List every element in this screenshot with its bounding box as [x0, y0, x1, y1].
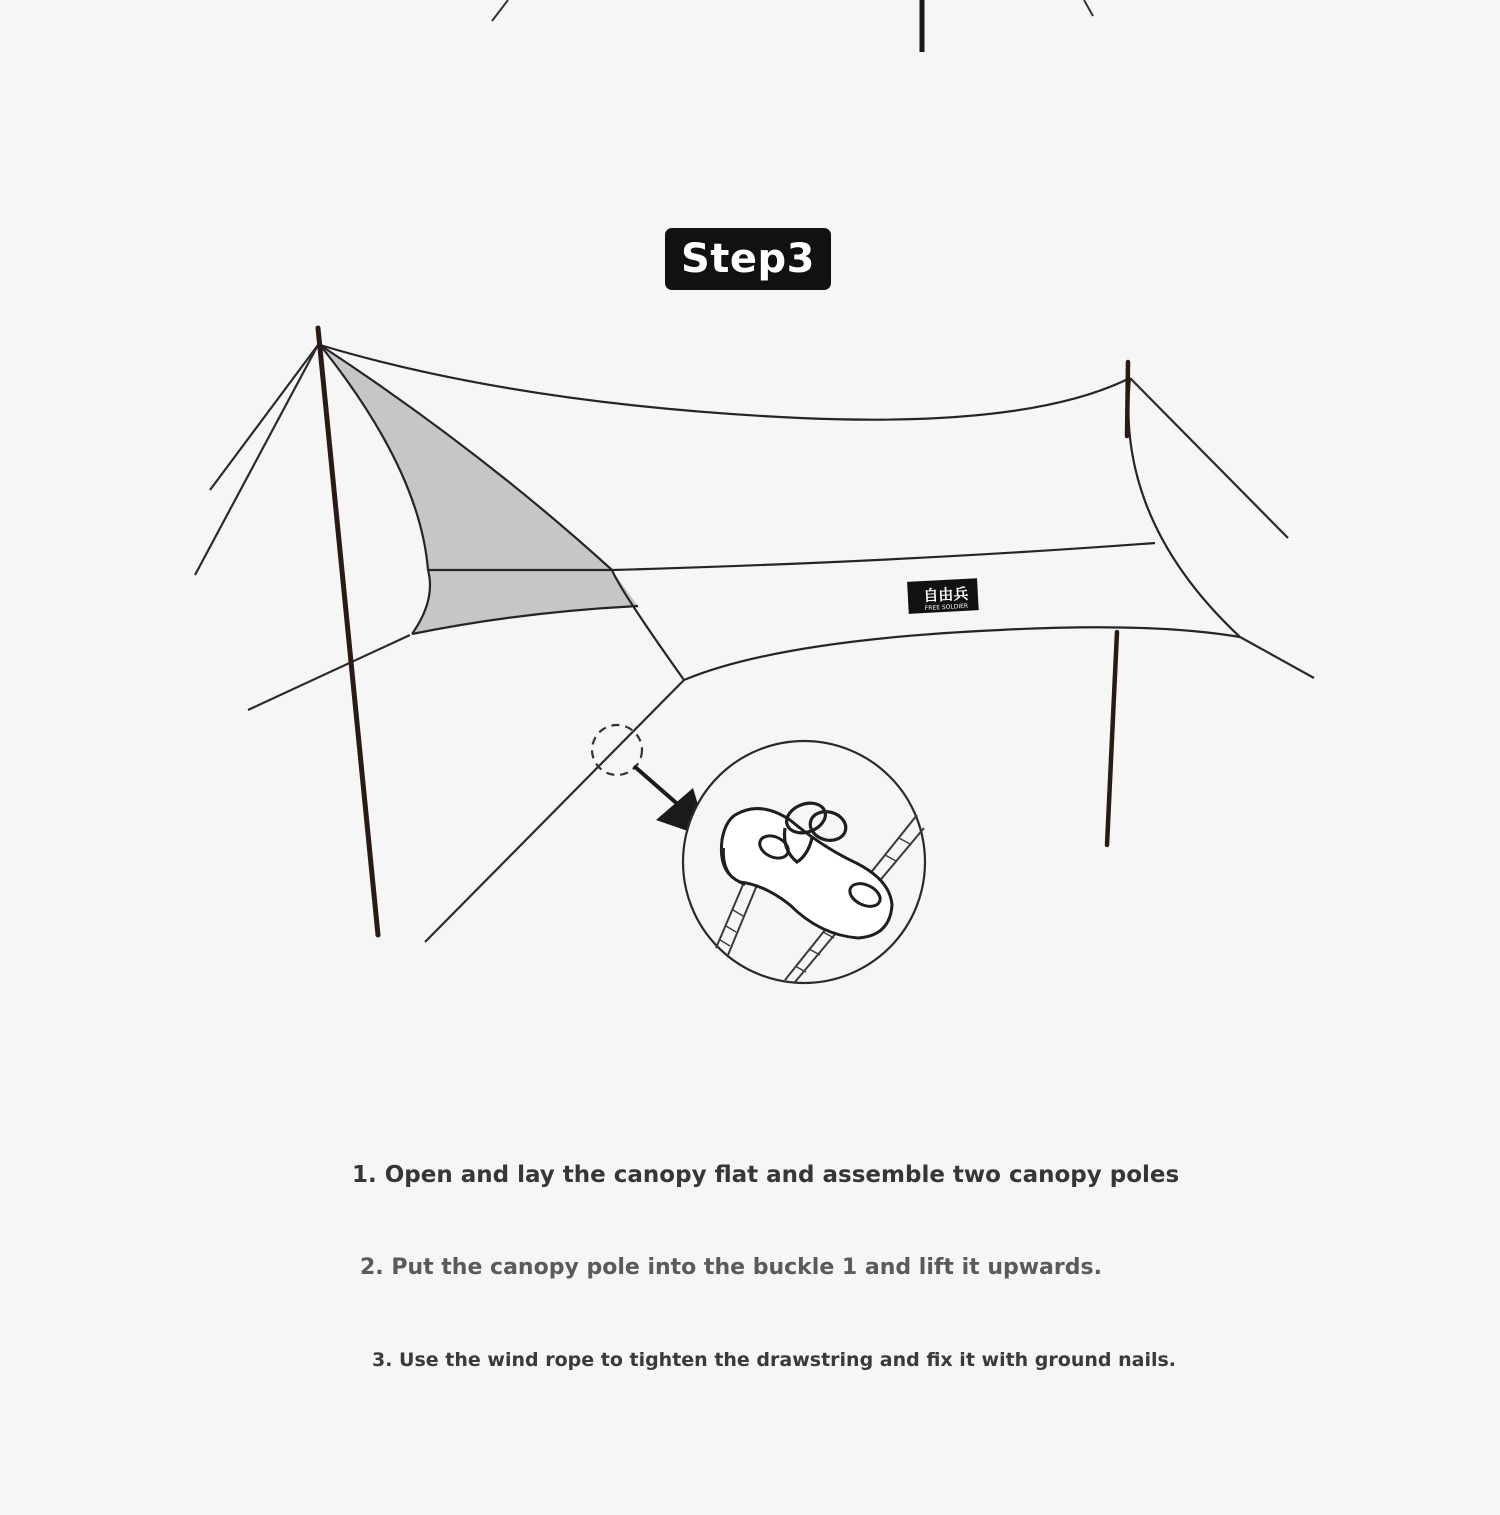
left-pole	[318, 328, 378, 935]
right-pole	[1127, 362, 1128, 436]
instruction-step-1: 1. Open and lay the canopy flat and assemble two canopy poles	[352, 1162, 1180, 1188]
right-front-pole	[1107, 632, 1117, 845]
canopy-shade-panel	[320, 345, 638, 634]
instruction-step-3: 3. Use the wind rope to tighten the drawstring and fix it with ground nails.	[372, 1349, 1176, 1371]
brand-logo	[907, 578, 979, 614]
svg-text:FREE SOLDIER: FREE SOLDIER	[924, 602, 969, 612]
instruction-step-2: 2. Put the canopy pole into the buckle 1 and lift it upwards.	[360, 1255, 1102, 1280]
svg-text:自由兵: 自由兵	[922, 584, 969, 606]
step-badge: Step3	[665, 228, 831, 290]
buckle-detail-view	[683, 741, 925, 983]
previous-step-remnant	[492, 0, 1093, 52]
